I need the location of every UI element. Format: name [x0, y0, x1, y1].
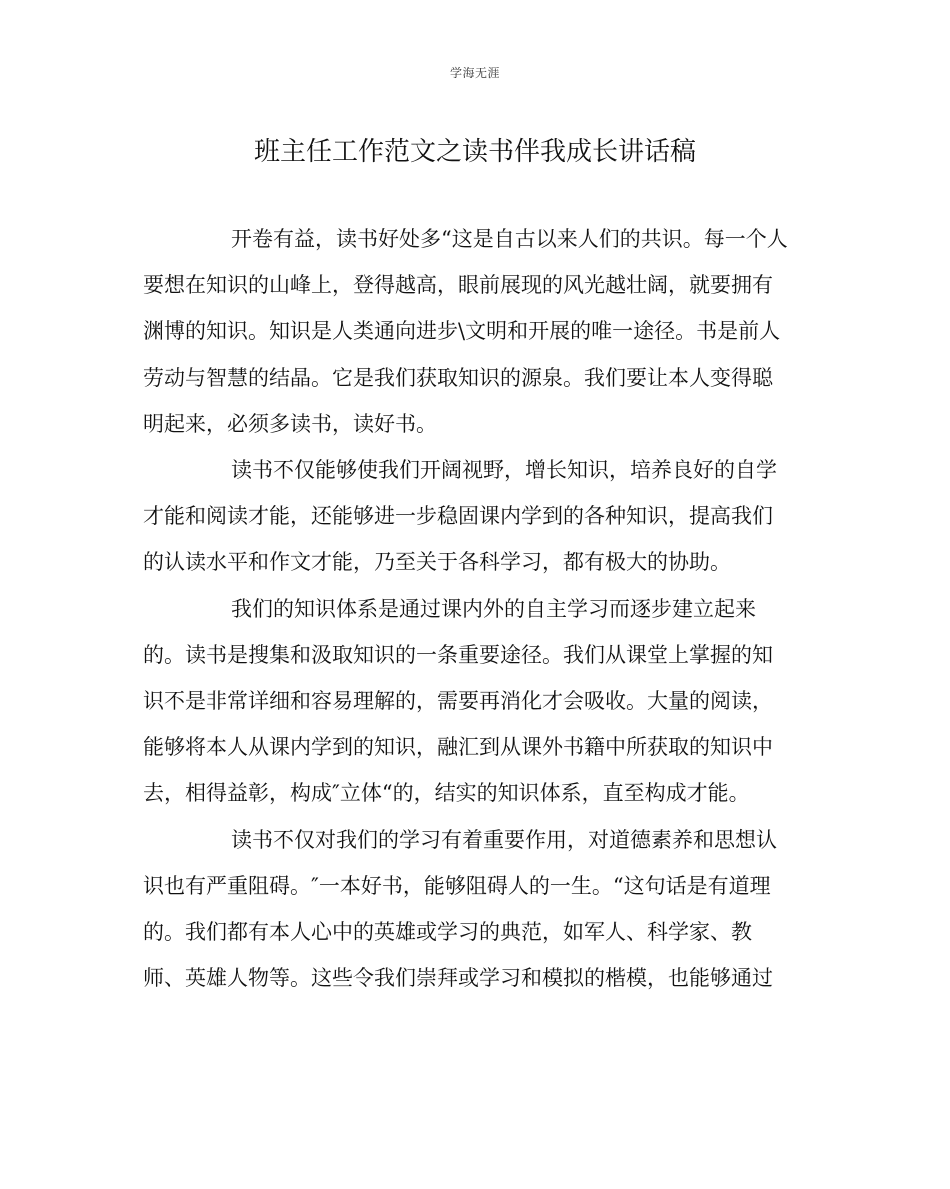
text-line: 的认读水平和作文才能，乃至关于各科学习，都有极大的协助。 — [143, 550, 731, 575]
text-line: 能够将本人从课内学到的知识，融汇到从课外书籍中所获取的知识中 — [143, 735, 773, 760]
document-title: 班主任工作范文之读书伴我成长讲话稿 — [253, 137, 696, 167]
text-line: 明起来，必须多读书，读好书。 — [143, 411, 437, 436]
text-line: 的。我们都有本人心中的英雄或学习的典范，如军人、科学家、教 — [143, 920, 752, 945]
document-body — [143, 216, 811, 1001]
page-header: 学海无涯 — [449, 66, 500, 80]
paragraph — [143, 586, 811, 817]
text-line: 读书不仅能够使我们开阔视野，增长知识，培养良好的自学 — [231, 458, 777, 483]
text-line: 识不是非常详细和容易理解的，需要再消化才会吸收。大量的阅读， — [143, 689, 773, 714]
paragraph — [143, 817, 811, 1002]
text-line: 才能和阅读才能，还能够进一步稳固课内学到的各种知识，提高我们 — [143, 504, 773, 529]
text-line: 读书不仅对我们的学习有着重要作用，对道德素养和思想认 — [231, 827, 777, 852]
text-line: 开卷有益，读书好处多“这是自古以来人们的共识。每一个人 — [231, 227, 788, 251]
paragraph — [143, 447, 811, 586]
text-line: 识也有严重阻碍。″一本好书，能够阻碍人的一生。“这句话是有道理 — [143, 873, 771, 898]
text-line: 渊博的知识。知识是人类通向进步\文明和开展的唯一途径。书是前人 — [143, 319, 781, 344]
paragraph — [143, 216, 811, 447]
text-line: 师、英雄人物等。这些令我们崇拜或学习和模拟的楷模，也能够通过 — [143, 966, 773, 991]
text-line: 我们的知识体系是通过课内外的自主学习而逐步建立起来 — [231, 596, 756, 621]
text-line: 去，相得益彰，构成″立体“的，结实的知识体系，直至构成才能。 — [143, 781, 750, 806]
text-line: 要想在知识的山峰上，登得越高，眼前展现的风光越壮阔，就要拥有 — [143, 273, 773, 298]
text-line: 劳动与智慧的结晶。它是我们获取知识的源泉。我们要让本人变得聪 — [143, 365, 773, 390]
text-line: 的。读书是搜集和汲取知识的一条重要途径。我们从课堂上掌握的知 — [143, 642, 773, 667]
